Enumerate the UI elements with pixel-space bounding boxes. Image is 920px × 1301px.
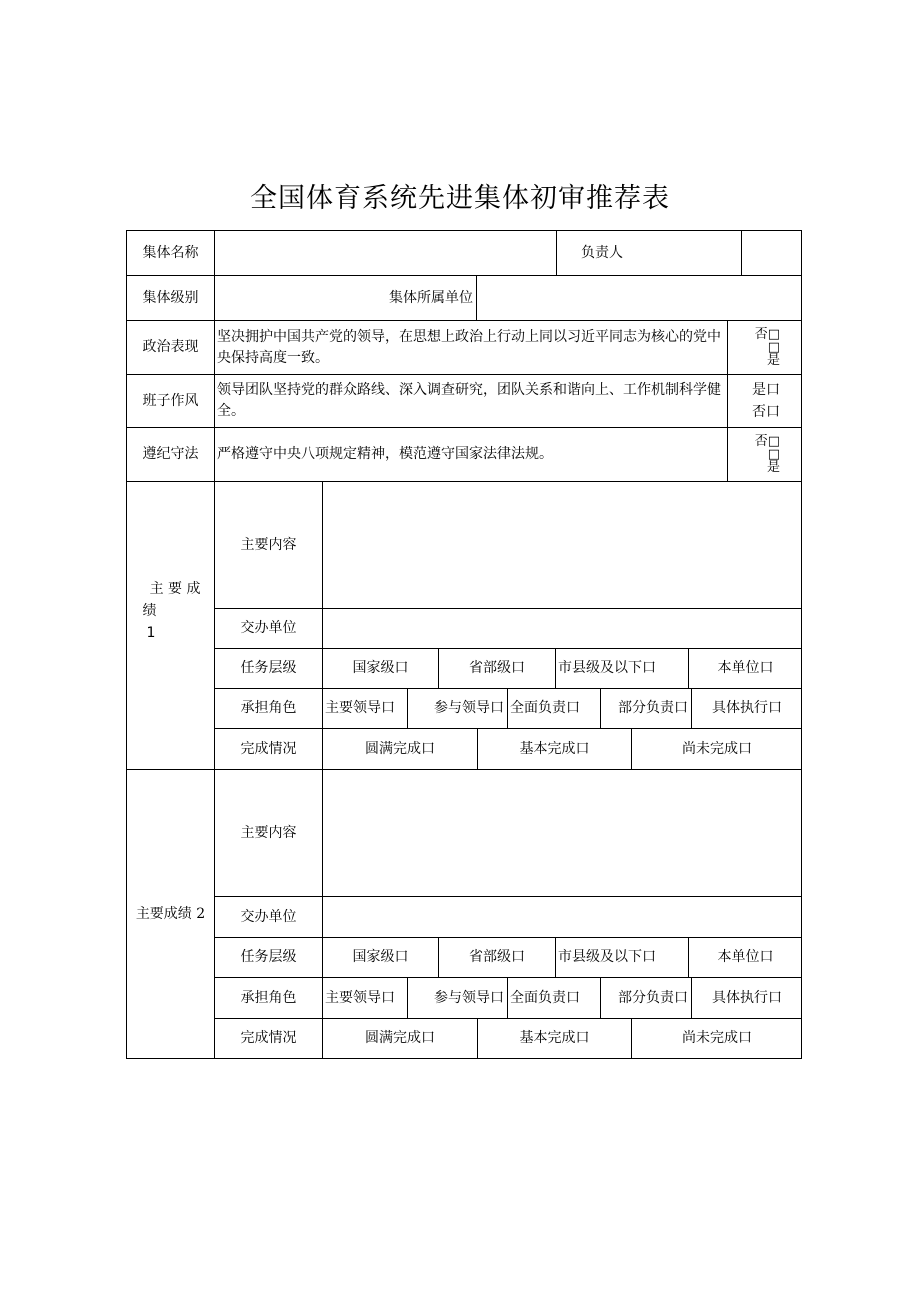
discipline-option-box[interactable]: □ [767,447,780,462]
achievement1-status-label: 完成情况 [215,729,323,770]
achievement2-status-label: 完成情况 [215,1019,323,1058]
achievement2-role-participate[interactable]: 参与领导口 [408,978,508,1019]
achievement1-level-city[interactable]: 市县级及以下口 [556,649,689,689]
achievement2-level-city[interactable]: 市县级及以下口 [556,938,689,978]
achievement2-content-field[interactable] [323,770,802,897]
achievement2-level-provincial[interactable]: 省部级口 [439,938,556,978]
achievement2-role-label: 承担角色 [215,978,323,1019]
achievement1-label-line3: 1 [146,624,156,641]
collective-name-field[interactable] [215,231,557,276]
discipline-label: 遵纪守法 [127,428,215,482]
style-label: 班子作风 [127,375,215,428]
achievement1-status-not[interactable]: 尚未完成口 [682,741,752,758]
recommendation-form [126,230,802,1059]
achievement1-level-provincial[interactable]: 省部级口 [439,649,556,689]
achievement2-level-national[interactable]: 国家级口 [323,938,439,978]
leader-label: 负责人 [557,231,742,276]
achievement2-assign-label: 交办单位 [215,897,323,938]
style-options[interactable] [728,375,802,428]
achievement1-role-execute[interactable]: 具体执行口 [692,689,802,729]
achievement2-status-basic[interactable]: 基本完成口 [478,1019,632,1058]
unit-label: 集体所属单位 [215,276,477,321]
achievement1-level-label: 任务层级 [215,649,323,689]
achievement1-label-line1: 主 要 成 [149,580,201,597]
achievement1-role-partial[interactable]: 部分负责口 [601,689,692,729]
achievement1-level-unit[interactable]: 本单位口 [689,649,802,689]
achievement2-assign-field[interactable] [323,897,802,938]
collective-level-label: 集体级别 [127,276,215,321]
style-text: 领导团队坚持党的群众路线、深入调查研究，团队关系和谐向上、工作机制科学健全。 [215,375,728,428]
leader-field[interactable] [742,231,802,276]
achievement1-role-label: 承担角色 [215,689,323,729]
achievement1-status-full[interactable]: 圆满完成口 [323,729,478,770]
political-option-no[interactable]: 否□ [754,327,780,342]
political-option-yes[interactable]: 是 [766,353,780,368]
achievement1-assign-field[interactable] [323,609,802,649]
achievement1-status-basic[interactable]: 基本完成口 [478,729,632,770]
collective-name-label: 集体名称 [127,231,215,276]
style-option-yes[interactable]: 是口 [752,382,780,398]
achievement2-status-full[interactable]: 圆满完成口 [323,1019,478,1058]
achievement1-role-participate[interactable]: 参与领导口 [408,689,508,729]
achievement1-content-label: 主要内容 [215,482,323,609]
discipline-options[interactable] [728,428,802,482]
discipline-option-no[interactable]: 否□ [754,434,780,449]
achievement2-status-not[interactable]: 尚未完成口 [682,1030,752,1047]
achievement1-role-full[interactable]: 全面负责口 [508,689,601,729]
page-title: 全国体育系统先进集体初审推荐表 [250,183,670,214]
achievement1-assign-label: 交办单位 [215,609,323,649]
achievement2-role-lead[interactable]: 主要领导口 [323,978,408,1019]
unit-field[interactable] [477,276,802,321]
achievement1-label-line2: 绩 [142,602,157,619]
achievement1-level-national[interactable]: 国家级口 [323,649,439,689]
political-label: 政治表现 [127,321,215,375]
achievement2-role-full[interactable]: 全面负责口 [508,978,601,1019]
political-option-box[interactable]: □ [767,340,780,355]
discipline-option-yes[interactable]: 是 [766,460,780,475]
achievement1-label [127,482,215,770]
achievement2-label: 主要成绩 2 [127,770,215,1059]
style-option-no[interactable]: 否口 [752,404,780,420]
achievement1-role-lead[interactable]: 主要领导口 [323,689,408,729]
discipline-text: 严格遵守中央八项规定精神，模范遵守国家法律法规。 [215,428,728,482]
achievement2-content-label: 主要内容 [215,770,323,897]
achievement1-content-field[interactable] [323,482,802,609]
achievement2-level-label: 任务层级 [215,938,323,978]
achievement2-role-execute[interactable]: 具体执行口 [692,978,802,1019]
achievement2-role-partial[interactable]: 部分负责口 [601,978,692,1019]
political-options[interactable] [728,321,802,375]
achievement2-level-unit[interactable]: 本单位口 [689,938,802,978]
political-text: 坚决拥护中国共产党的领导，在思想上政治上行动上同以习近平同志为核心的党中央保持高度一致。 [215,321,728,375]
